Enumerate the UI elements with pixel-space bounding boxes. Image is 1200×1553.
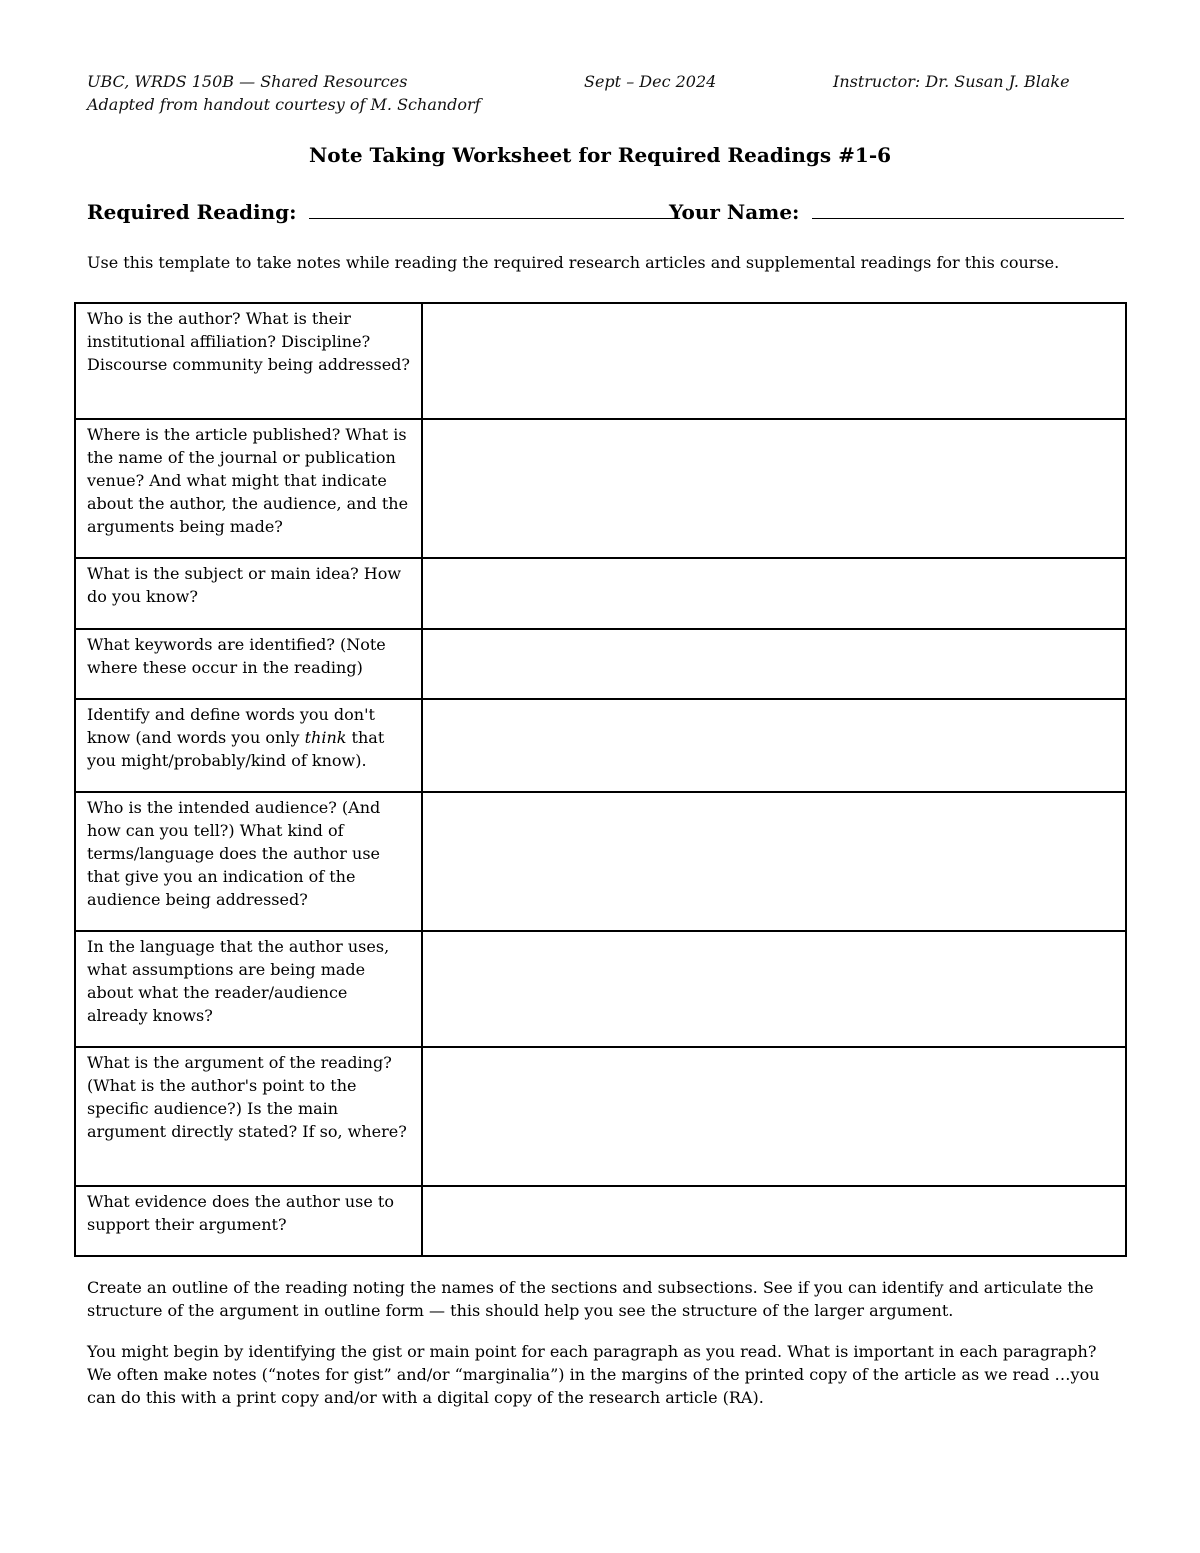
question-cell xyxy=(75,699,422,792)
worksheet-row xyxy=(75,699,1126,792)
question-text: Identify and define words you don't know (and words you only xyxy=(87,705,375,747)
answer-cell[interactable] xyxy=(422,699,1126,792)
worksheet-row xyxy=(75,1186,1126,1256)
worksheet-row xyxy=(75,1047,1126,1186)
required-reading-label: Required Reading: xyxy=(87,200,297,224)
question-cell xyxy=(75,419,422,558)
question-text: What is the subject or main idea? How do you know? xyxy=(87,564,402,606)
instructions-section xyxy=(87,1276,1122,1427)
answer-cell[interactable] xyxy=(422,558,1126,629)
question-text-continued: that you might/probably/kind of know). xyxy=(87,728,385,770)
answer-cell[interactable] xyxy=(422,419,1126,558)
question-cell xyxy=(75,931,422,1047)
intro-text: Use this template to take notes while reading the required research articles and supplemental readings for this course. xyxy=(87,253,1060,272)
instructor-label: Instructor: Dr. Susan J. Blake xyxy=(833,72,1070,91)
question-text: What is the argument of the reading? (What is the author's point to the specific audience?) Is the main argument directly stated? If so, where? xyxy=(87,1053,407,1141)
required-reading-blank[interactable] xyxy=(309,198,679,219)
your-name-blank[interactable] xyxy=(812,198,1124,219)
worksheet-row xyxy=(75,629,1126,699)
your-name-label: Your Name: xyxy=(669,200,800,224)
worksheet-row xyxy=(75,419,1126,558)
worksheet-row xyxy=(75,931,1126,1047)
answer-cell[interactable] xyxy=(422,1047,1126,1186)
instruction-paragraph: Create an outline of the reading noting the names of the sections and subsections. See if you can identify and articulate the structure of the argument in outline form — this should help you see the structure of the larger argument. xyxy=(87,1278,1094,1320)
worksheet-table xyxy=(74,302,1127,1257)
answer-cell[interactable] xyxy=(422,1186,1126,1256)
page-header xyxy=(87,70,1117,116)
question-text: In the language that the author uses, what assumptions are being made about what the reader/audience already knows? xyxy=(87,937,390,1025)
term-label: Sept – Dec 2024 xyxy=(584,72,717,91)
question-text: Where is the article published? What is the name of the journal or publication venue? And what might that indicate about the author, the audience, and the arguments being made? xyxy=(87,425,409,536)
question-text: What keywords are identified? (Note where these occur in the reading) xyxy=(87,635,386,677)
adapted-credit: Adapted from handout courtesy of M. Schandorf xyxy=(87,95,481,114)
page-title: Note Taking Worksheet for Required Readings #1-6 xyxy=(308,143,892,167)
worksheet-row xyxy=(75,558,1126,629)
question-cell xyxy=(75,792,422,931)
answer-cell[interactable] xyxy=(422,931,1126,1047)
question-cell xyxy=(75,1186,422,1256)
question-cell xyxy=(75,303,422,419)
required-reading-field[interactable] xyxy=(87,198,679,224)
worksheet-row xyxy=(75,303,1126,419)
question-cell xyxy=(75,629,422,699)
answer-cell[interactable] xyxy=(422,629,1126,699)
your-name-field[interactable] xyxy=(669,198,1124,224)
question-cell xyxy=(75,558,422,629)
question-text: Who is the intended audience? (And how can you tell?) What kind of terms/language does the author use that give you an indication of the audience being addressed? xyxy=(87,798,381,909)
question-text: Who is the author? What is their institutional affiliation? Discipline? Discourse community being addressed? xyxy=(87,309,410,374)
question-text: What evidence does the author use to support their argument? xyxy=(87,1192,394,1234)
answer-cell[interactable] xyxy=(422,792,1126,931)
answer-cell[interactable] xyxy=(422,303,1126,419)
course-label: UBC, WRDS 150B — Shared Resources xyxy=(87,72,408,91)
question-cell xyxy=(75,1047,422,1186)
instruction-paragraph: You might begin by identifying the gist or main point for each paragraph as you read. What is important in each paragraph? We often make notes (“notes for gist” and/or “marginalia”) in the margins of the printed copy of the article as we read …you can do this with a print copy and/or with a digital copy of the research article (RA). xyxy=(87,1342,1100,1407)
worksheet-row xyxy=(75,792,1126,931)
question-emphasis: think xyxy=(304,728,347,747)
